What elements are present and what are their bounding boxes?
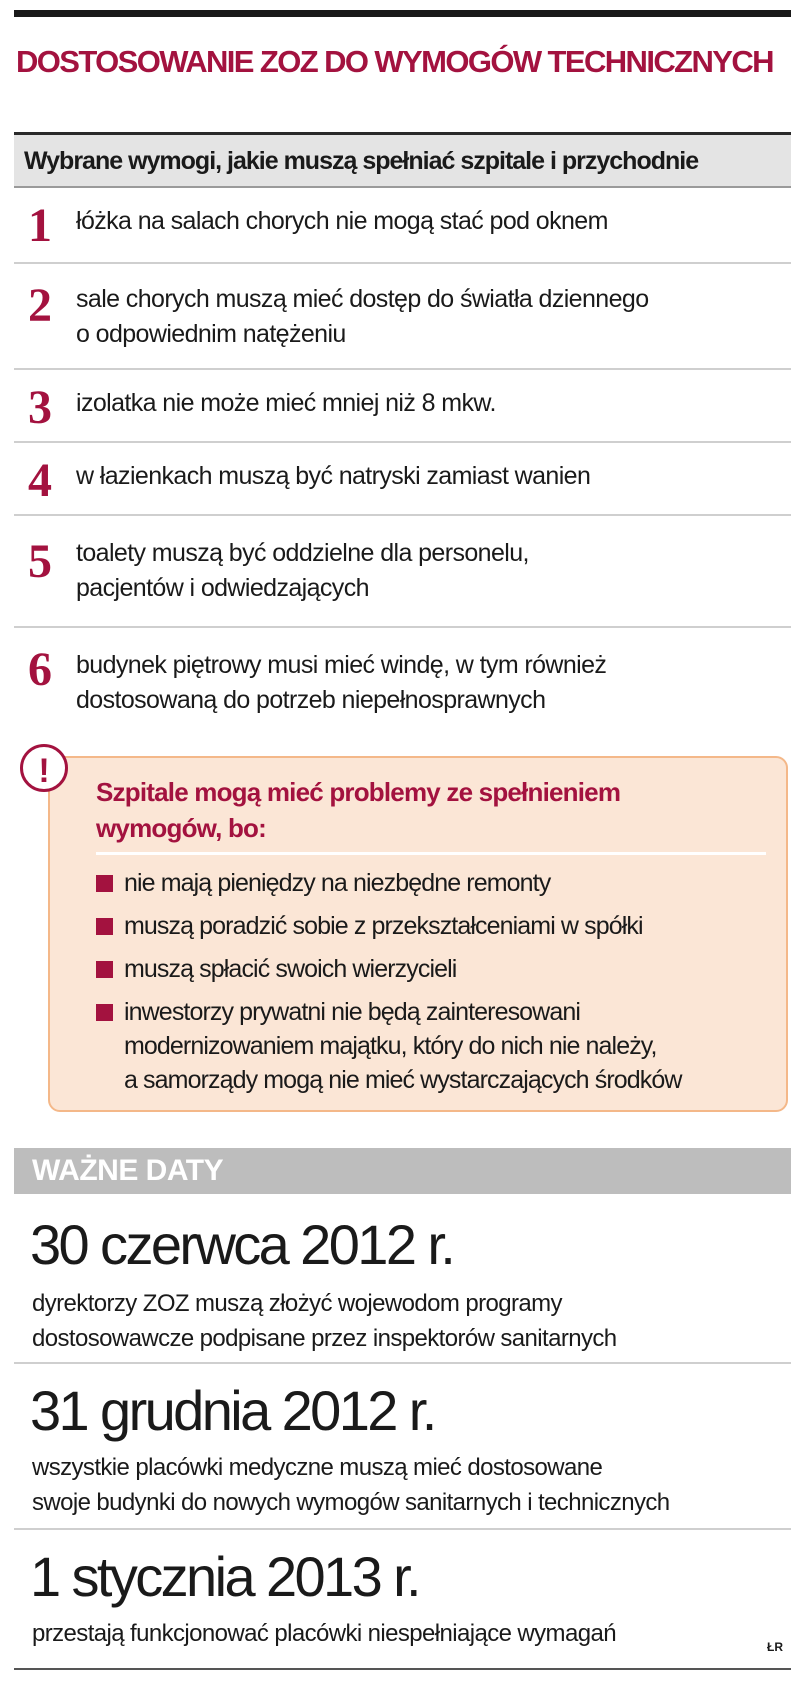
date-title: 1 stycznia 2013 r.	[30, 1545, 420, 1608]
date-description	[32, 1286, 617, 1356]
text-line: budynek piętrowy musi mieć windę, w tym również	[76, 651, 607, 679]
warning-item	[96, 952, 682, 986]
text-line: dyrektorzy ZOZ muszą złożyć wojewodom programy	[32, 1290, 562, 1317]
requirement-text	[76, 204, 608, 239]
text-line: wymogów, bo:	[96, 813, 266, 843]
warning-box	[48, 756, 788, 1112]
requirement-text	[76, 386, 496, 421]
square-bullet-icon	[96, 1004, 113, 1021]
requirement-row	[14, 264, 791, 370]
date-entry	[14, 1194, 791, 1364]
square-bullet-icon	[96, 875, 113, 892]
text-line: pacjentów i odwiedzających	[76, 574, 369, 602]
divider	[96, 852, 766, 855]
dates-header	[14, 1148, 791, 1194]
section-header-text: Wybrane wymogi, jakie muszą spełniać szpitale i przychodnie	[24, 147, 699, 175]
requirement-number: 5	[28, 535, 52, 588]
warning-item	[96, 866, 682, 900]
date-entry	[14, 1364, 791, 1530]
square-bullet-icon	[96, 918, 113, 935]
requirement-text	[76, 536, 529, 606]
date-title: 31 grudnia 2012 r.	[30, 1379, 435, 1442]
requirement-row	[14, 516, 791, 628]
author-credit: ŁR	[767, 1640, 783, 1654]
text-line: dostosowawcze podpisane przez inspektorów sanitarnych	[32, 1325, 617, 1352]
text-line: swoje budynki do nowych wymogów sanitarnych i technicznych	[32, 1489, 670, 1516]
text-line: muszą spłacić swoich wierzycieli	[124, 955, 457, 983]
infographic-title: DOSTOSOWANIE ZOZ DO WYMOGÓW TECHNICZNYCH	[16, 44, 773, 79]
text-line: przestają funkcjonować placówki niespełniające wymagań	[32, 1620, 616, 1647]
requirement-number: 6	[28, 643, 52, 696]
date-title: 30 czerwca 2012 r.	[30, 1213, 454, 1276]
requirement-row	[14, 188, 791, 264]
text-line: nie mają pieniędzy na niezbędne remonty	[124, 869, 551, 897]
requirement-number: 1	[28, 199, 52, 252]
text-line: sale chorych muszą mieć dostęp do światła dziennego	[76, 285, 649, 313]
warning-list	[96, 866, 682, 1106]
requirement-row	[14, 628, 791, 728]
warning-item	[96, 995, 682, 1097]
text-line: muszą poradzić sobie z przekształceniami w spółki	[124, 912, 643, 940]
exclamation-circle-icon: !	[20, 744, 68, 792]
text-line: a samorządy mogą nie mieć wystarczających środków	[124, 1066, 682, 1094]
warning-title	[96, 774, 620, 846]
text-line: o odpowiednim natężeniu	[76, 320, 346, 348]
text-line: modernizowaniem majątku, który do nich nie należy,	[124, 1032, 657, 1060]
requirement-text	[76, 459, 590, 494]
top-rule	[14, 10, 791, 17]
section-header	[14, 132, 791, 188]
date-description	[32, 1616, 616, 1651]
text-line: w łazienkach muszą być natryski zamiast wanien	[76, 462, 591, 490]
date-entry	[14, 1530, 791, 1668]
text-line: inwestorzy prywatni nie będą zainteresowani	[124, 998, 581, 1026]
requirement-row	[14, 443, 791, 516]
text-line: wszystkie placówki medyczne muszą mieć dostosowane	[32, 1454, 603, 1481]
text-line: dostosowaną do potrzeb niepełnosprawnych	[76, 686, 546, 714]
requirement-number: 2	[28, 279, 52, 332]
bottom-rule	[14, 1668, 791, 1670]
requirement-text	[76, 648, 606, 718]
text-line: Szpitale mogą mieć problemy ze spełnieniem	[96, 777, 621, 807]
text-line: łóżka na salach chorych nie mogą stać pod oknem	[76, 207, 608, 235]
text-line: izolatka nie może mieć mniej niż 8 mkw.	[76, 389, 496, 417]
square-bullet-icon	[96, 961, 113, 978]
requirement-number: 3	[28, 381, 52, 434]
requirement-number: 4	[28, 454, 52, 507]
dates-header-text: WAŻNE DATY	[32, 1154, 224, 1187]
requirement-text	[76, 282, 649, 352]
requirement-row	[14, 370, 791, 443]
text-line: toalety muszą być oddzielne dla personelu,	[76, 539, 529, 567]
date-description	[32, 1450, 670, 1520]
warning-item	[96, 909, 682, 943]
